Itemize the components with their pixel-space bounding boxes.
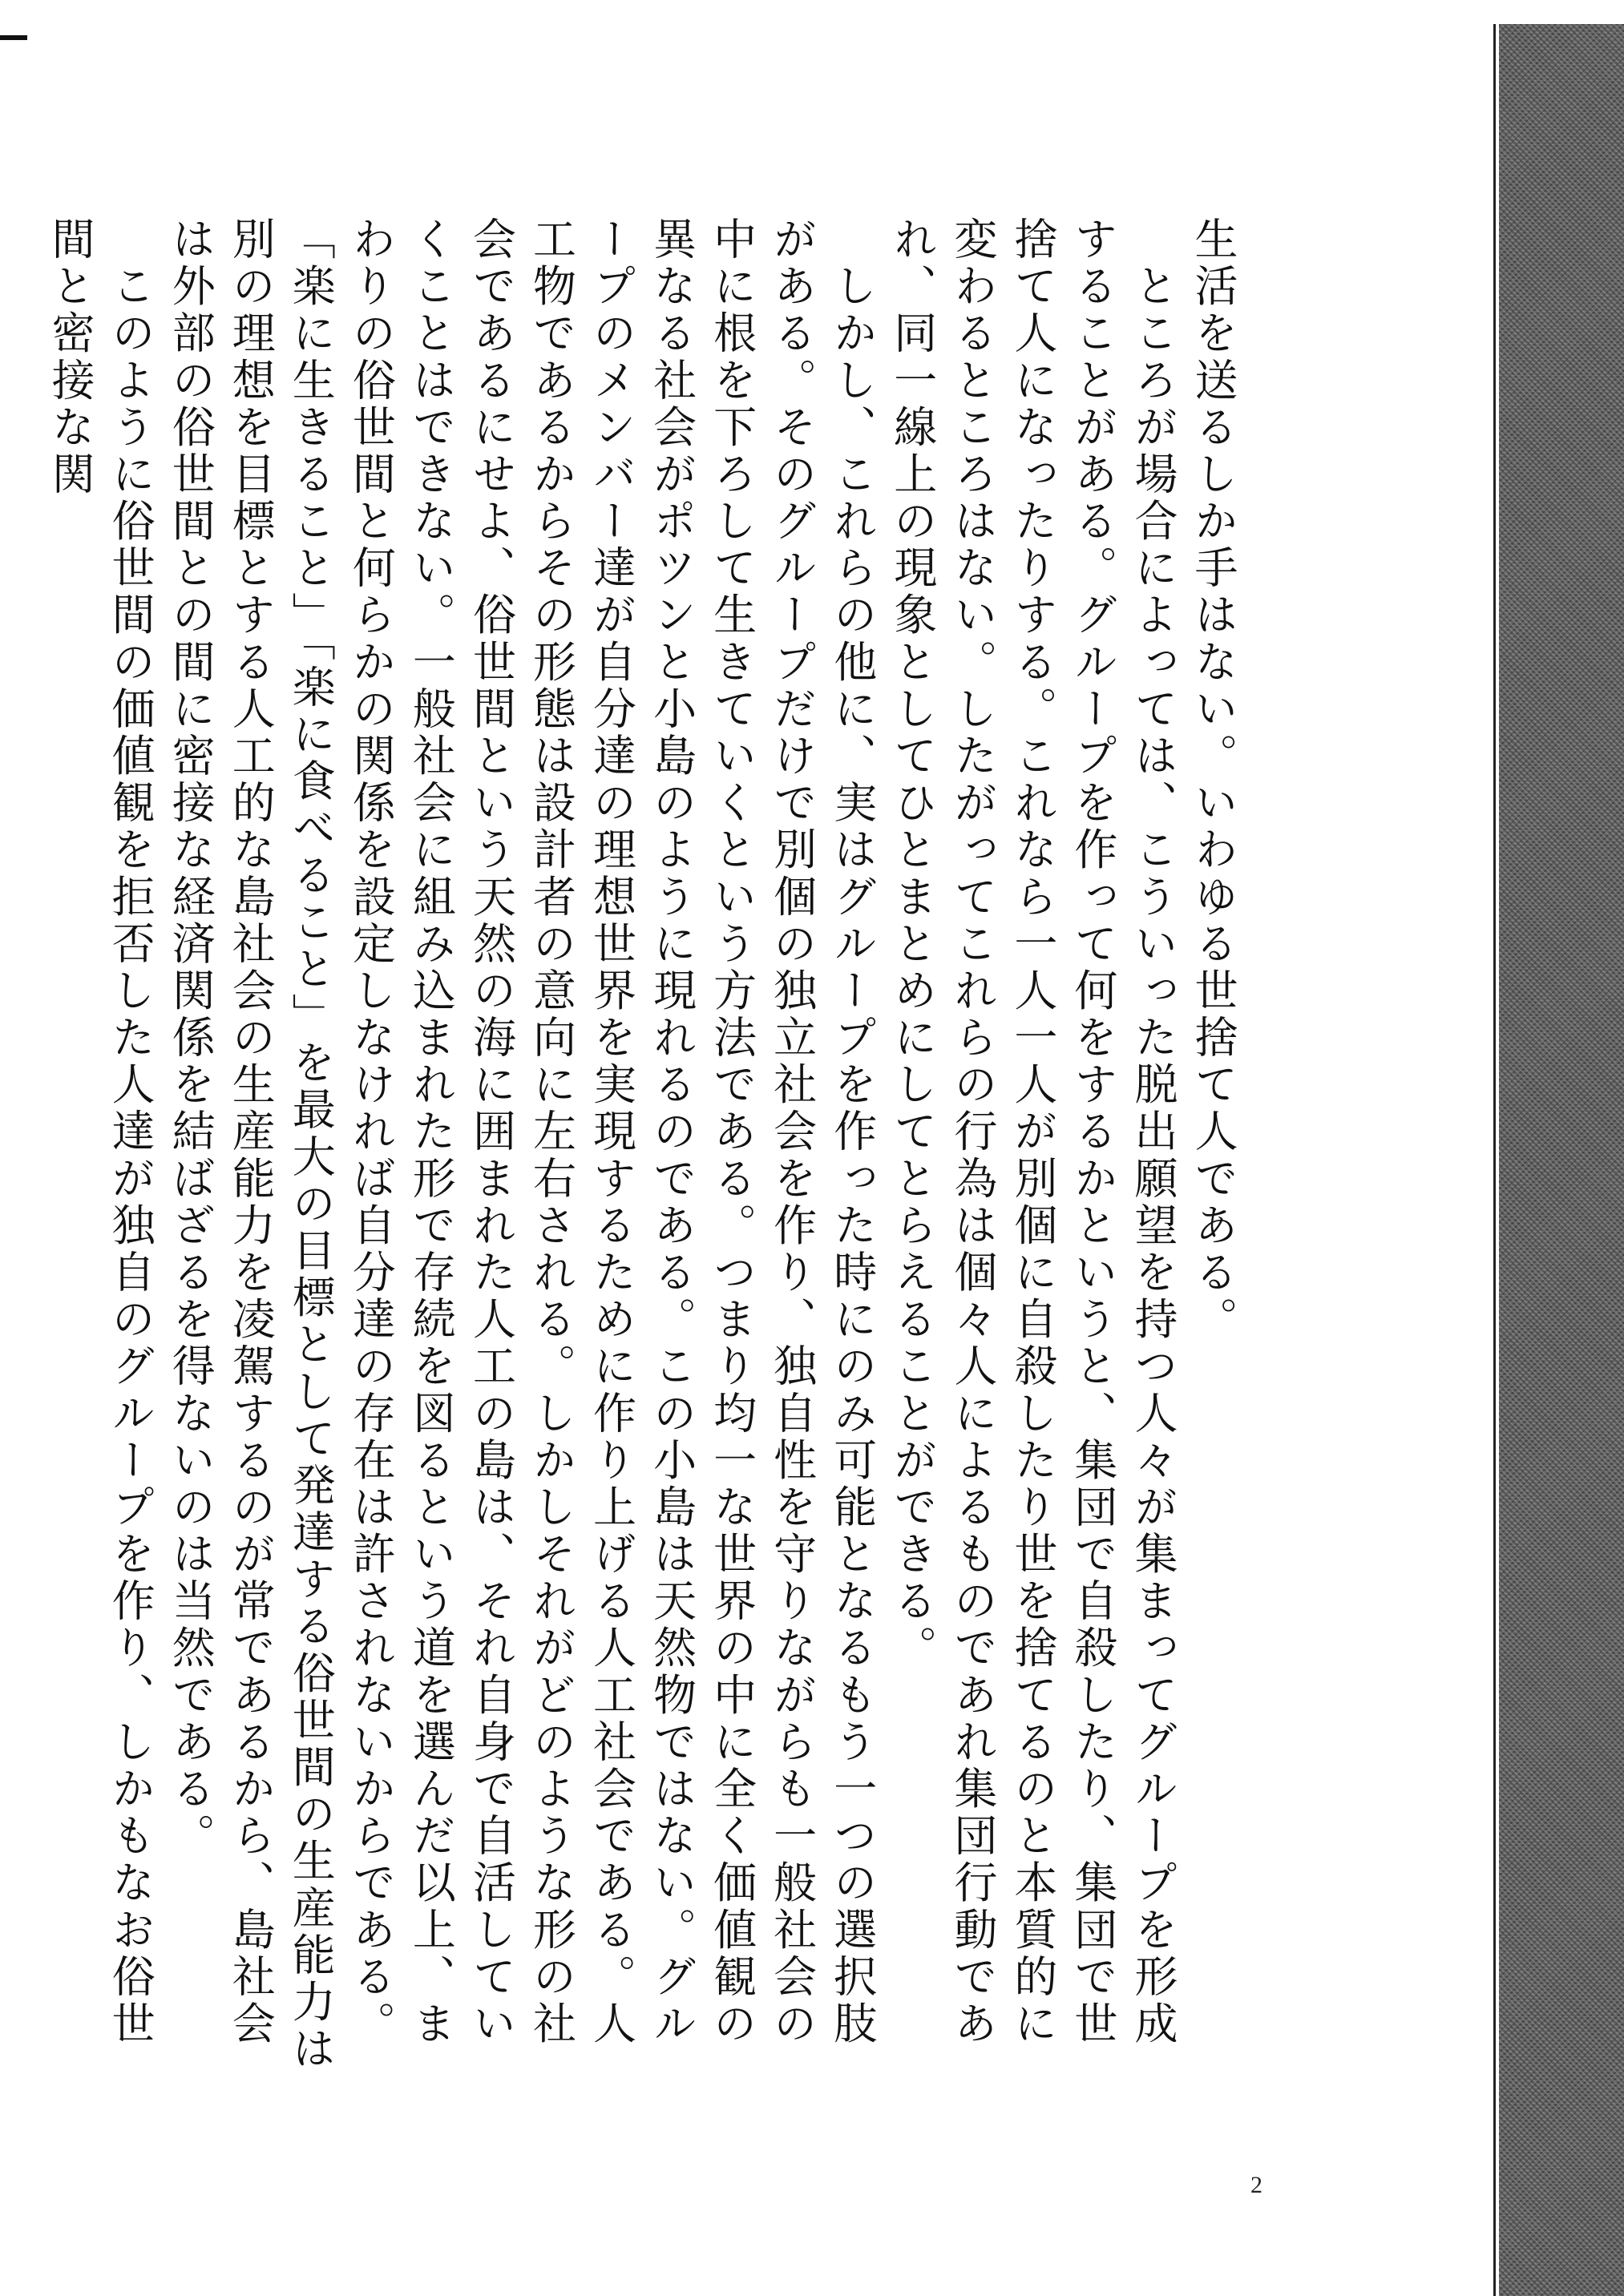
scan-edge-line	[1493, 24, 1496, 2296]
paragraph-4: このように俗世間の価値観を拒否した人達が独自のグループを作り、しかもなお俗世間と密接な関	[45, 216, 156, 2048]
body-text	[40, 216, 1243, 2084]
paragraph-1: 生活を送るしか手はない。いわゆる世捨て人である。	[1188, 216, 1238, 1344]
paragraph-2: ところが場合によっては、こういった脱出願望を持つ人々が集まってグループを形成することがある。グループを作って何をするかというと、集団で自殺したり、集団で世捨て人になったりする。これなら一人一人が別個に自殺したり世を捨てるのと本質的に変わるところはない。したがってこれらの行為は個々人によるものであれ集団行動であれ、同一線上の現象としてひとまとめにしてとらえることができる。	[887, 216, 1178, 2048]
scan-corner-mark	[0, 35, 27, 40]
page-number: 2	[1250, 2172, 1262, 2198]
paragraph-3: しかし、これらの他に、実はグループを作った時にのみ可能となるもう一つの選択肢がある。そのグループだけで別個の独立社会を作り、独自性を守りながらも一般社会の中に根を下ろして生きていくという方法である。つまり均一な世界の中に全く価値観の異なる社会がポツンと小島のように現れるのである。この小島は天然物ではない。グループのメンバー達が自分達の理想世界を実現するために作り上げる人工社会である。人工物であるからその形態は設計者の意向に左右される。しかしそれがどのような形の社会であるにせよ、俗世間という天然の海に囲まれた人工の島は、それ自身で自活していくことはできない。一般社会に組み込まれた形で存続を図るという道を選んだ以上、まわりの俗世間と何らかの関係を設定しなければ自分達の存在は許されないからである。「楽に生きること」「楽に食べること」を最大の目標として発達する俗世間の生産能力は別の理想を目標とする人工的な島社会の生産能力を凌駕するのが常であるから、島社会は外部の俗世間との間に密接な経済関係を結ばざるを得ないのは当然である。	[165, 216, 878, 2073]
scan-edge-shadow	[1499, 24, 1624, 2296]
